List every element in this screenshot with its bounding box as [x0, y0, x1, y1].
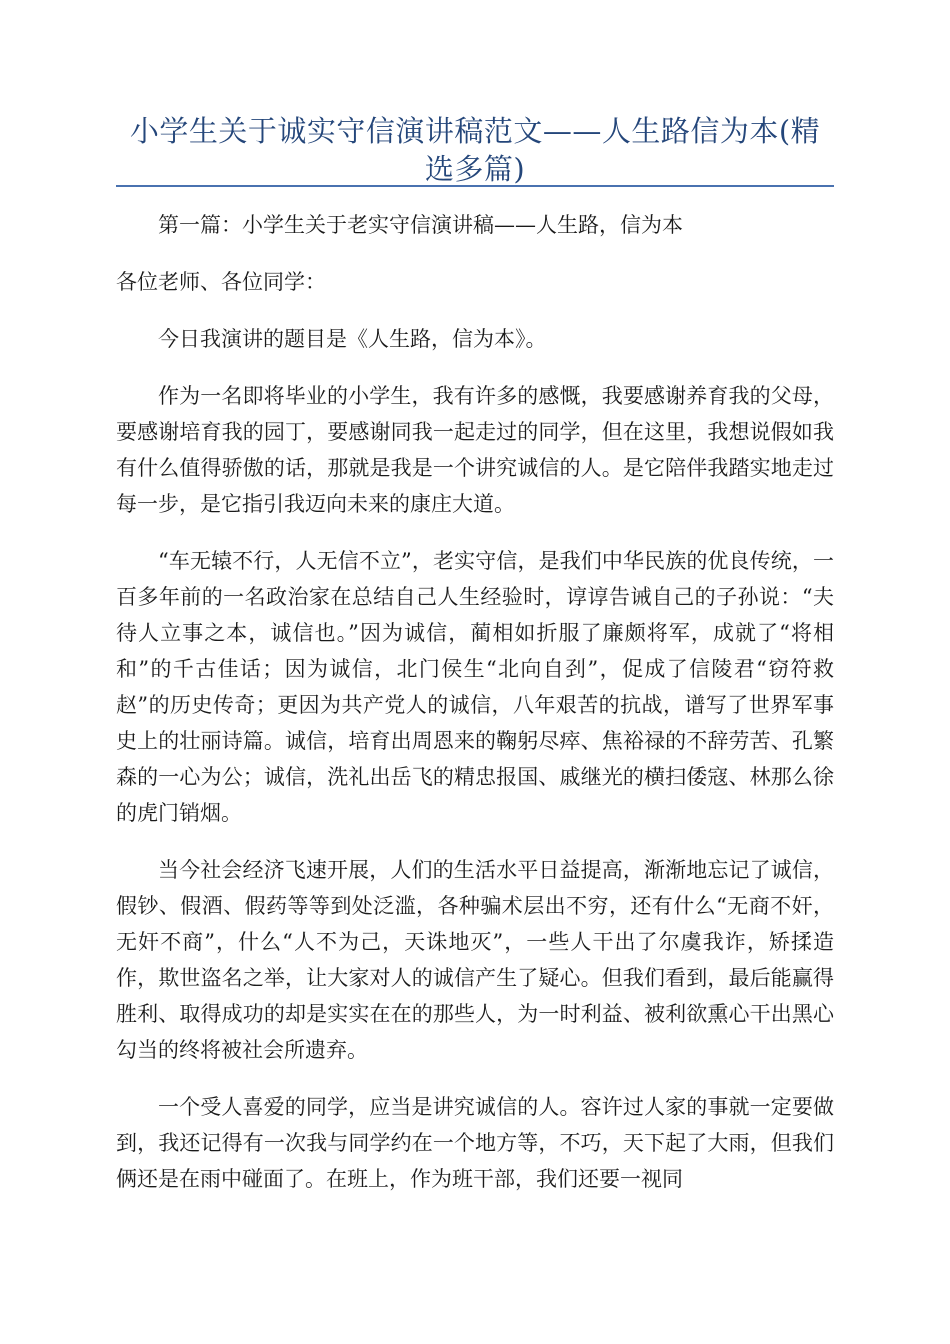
document-title: 小学生关于诚实守信演讲稿范文——人生路信为本(精选多篇) [129, 114, 821, 186]
paragraph: “车无辕不行，人无信不立”，老实守信，是我们中华民族的优良传统，一百多年前的一名政治家在总结自己人生经验时，谆谆告诫自己的子孙说：“夫待人立事之本，诚信也。”因为诚信，蔺相如折服了廉颇将军，成就了“将相和”的千古佳话；因为诚信，北门侯生“北向自刭”，促成了信陵君“窃符救赵”的历史传奇；更因为共产党人的诚信，八年艰苦的抗战，谱写了世界军事史上的壮丽诗篇。诚信，培育出周恩来的鞠躬尽瘁、焦裕禄的不辞劳苦、孔繁森的一心为公；诚信，洗礼出岳飞的精忠报国、戚继光的横扫倭寇、林那么徐的虎门销烟。 [116, 549, 834, 825]
salutation: 各位老师、各位同学： [116, 270, 326, 294]
section-heading: 第一篇：小学生关于老实守信演讲稿——人生路，信为本 [158, 213, 683, 237]
document-body [116, 207, 834, 1218]
title-divider [116, 185, 834, 187]
paragraph: 当今社会经济飞速开展，人们的生活水平日益提高，渐渐地忘记了诚信，假钞、假酒、假药等等到处泛滥，各种骗术层出不穷，还有什么“无商不奸，无奸不商”，什么“人不为己，天诛地灭”，一些人干出了尔虞我诈，矫揉造作，欺世盗名之举，让大家对人的诚信产生了疑心。但我们看到，最后能赢得胜利、取得成功的却是实实在在的那些人，为一时利益、被利欲熏心干出黑心勾当的终将被社会所遗弃。 [116, 858, 834, 1062]
paragraph: 今日我演讲的题目是《人生路，信为本》。 [158, 327, 547, 351]
paragraph: 一个受人喜爱的同学，应当是讲究诚信的人。容许过人家的事就一定要做到，我还记得有一次我与同学约在一个地方等，不巧，天下起了大雨，但我们俩还是在雨中碰面了。在班上，作为班干部，我们还要一视同 [116, 1095, 834, 1191]
paragraph: 作为一名即将毕业的小学生，我有许多的感慨，我要感谢养育我的父母，要感谢培育我的园丁，要感谢同我一起走过的同学，但在这里，我想说假如我有什么值得骄傲的话，那就是我是一个讲究诚信的人。是它陪伴我踏实地走过每一步，是它指引我迈向未来的康庄大道。 [116, 384, 834, 516]
